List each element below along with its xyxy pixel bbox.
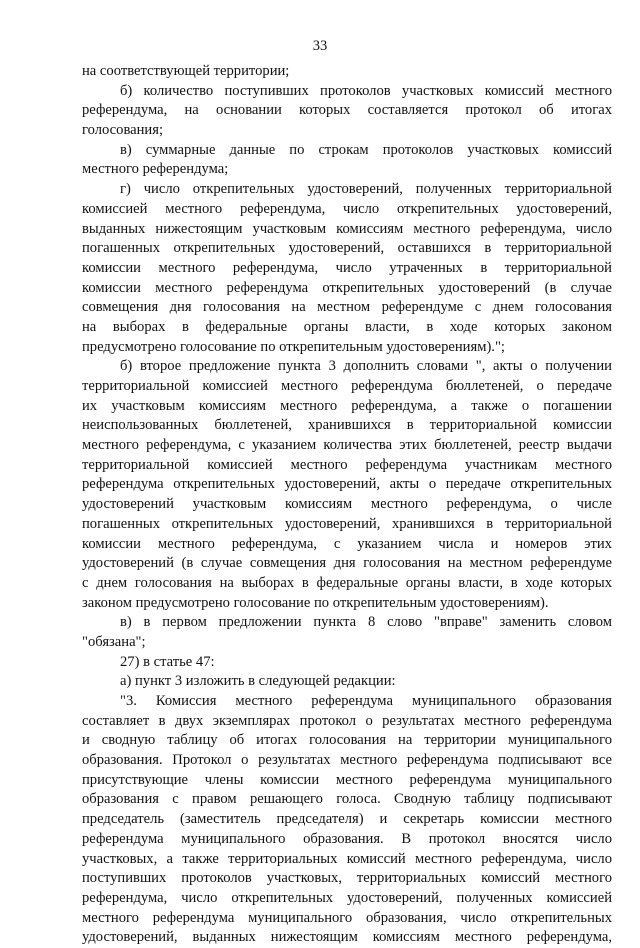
text-line: на соответствующей территории; — [82, 63, 290, 79]
text-line: удостоверений участковым комиссиям местного референдума, о числе — [82, 496, 612, 513]
text-line: выданных нижестоящим участковым комиссиям местного референдума, число — [82, 220, 612, 237]
text-line: комиссии местного референдума, число утраченных в территориальной — [82, 259, 612, 276]
text-line: территориальной комиссией местного референдума участникам местного — [82, 456, 612, 473]
text-line: местного референдума муниципального образования, число открепительных — [82, 909, 612, 926]
text-line: б) количество поступивших протоколов участковых комиссий местного — [120, 82, 612, 99]
text-line: предусмотрено голосование по открепительным удостоверениям)."; — [82, 338, 505, 355]
text-line: поступивших протоколов участковых, территориальных комиссий местного — [82, 870, 612, 887]
text-line: "обязана"; — [82, 633, 146, 650]
text-line: референдума открепительных удостоверений, акты о передаче открепительных — [82, 476, 612, 493]
text-line: территориальной комиссией местного референдума бюллетеней, о передаче — [82, 378, 612, 394]
document-body — [82, 62, 612, 948]
text-line: с днем голосования на выборах в федеральные органы власти, в ходе которых — [82, 574, 612, 591]
text-line: образования с правом решающего голоса. Сводную таблицу подписывают — [82, 791, 612, 808]
text-line: в) в первом предложении пункта 8 слово "вправе" заменить словом — [120, 614, 612, 631]
text-line: погашенных открепительных удостоверений, хранившихся в территориальной — [82, 515, 612, 532]
text-line: комиссии местного референдума открепительных удостоверений (в случае — [82, 279, 612, 296]
text-line: погашенных открепительных удостоверений, оставшихся в территориальной — [82, 240, 612, 257]
text-line: местного референдума, с указанием количества этих бюллетеней, реестр выдачи — [82, 437, 612, 454]
text-line: участковых, а также территориальных комиссий местного референдума, число — [82, 850, 612, 867]
text-line: "3. Комиссия местного референдума муниципального образования — [120, 693, 612, 709]
text-line: г) число открепительных удостоверений, полученных территориальной — [120, 181, 612, 198]
text-line: законом предусмотрено голосование по открепительным удостоверениям). — [82, 594, 549, 611]
text-line: их участковым комиссиям местного референдума, а также о погашении — [82, 397, 612, 414]
text-line: комиссии местного референдума, с указанием числа и номеров этих — [82, 535, 612, 552]
text-line: референдума, на основании которых составляется протокол об итогах — [82, 102, 612, 119]
text-line: составляет в двух экземплярах протокол о результатах местного референдума — [82, 712, 612, 729]
text-line: 27) в статье 47: — [120, 653, 215, 670]
text-line: б) второе предложение пункта 3 дополнить словами ", акты о получении — [120, 358, 612, 375]
text-line: комиссией местного референдума, число открепительных удостоверений, — [82, 200, 612, 217]
text-line: образования. Протокол о результатах местного референдума подписывают все — [82, 752, 612, 769]
page-number: 33 — [312, 38, 328, 54]
text-line: присутствующие члены комиссии местного референдума муниципального — [82, 771, 612, 788]
text-line: на выборах в федеральные органы власти, в ходе которых законом — [82, 318, 612, 335]
text-line: совмещения дня голосования на местном референдуме с днем голосования — [82, 299, 612, 316]
text-line: председатель (заместитель председателя) и секретарь комиссии местного — [82, 811, 612, 828]
text-line: референдума муниципального образования. В протокол вносятся число — [82, 830, 612, 847]
text-line: в) суммарные данные по строкам протоколов участковых комиссий — [120, 141, 612, 158]
text-line: неиспользованных бюллетеней, хранившихся в территориальной комиссии — [82, 417, 612, 434]
text-line: удостоверений, выданных нижестоящим комиссиям местного референдума, — [82, 929, 612, 946]
text-line: референдума, число открепительных удостоверений, полученных комиссией — [82, 889, 612, 906]
text-line: местного референдума; — [82, 161, 229, 178]
text-line: а) пункт 3 изложить в следующей редакции: — [120, 673, 396, 690]
text-line: голосования; — [82, 122, 164, 139]
text-line: удостоверений (в случае совмещения дня голосования на местном референдуме — [82, 555, 612, 572]
text-line: и сводную таблицу об итогах голосования на территории муниципального — [82, 732, 612, 749]
